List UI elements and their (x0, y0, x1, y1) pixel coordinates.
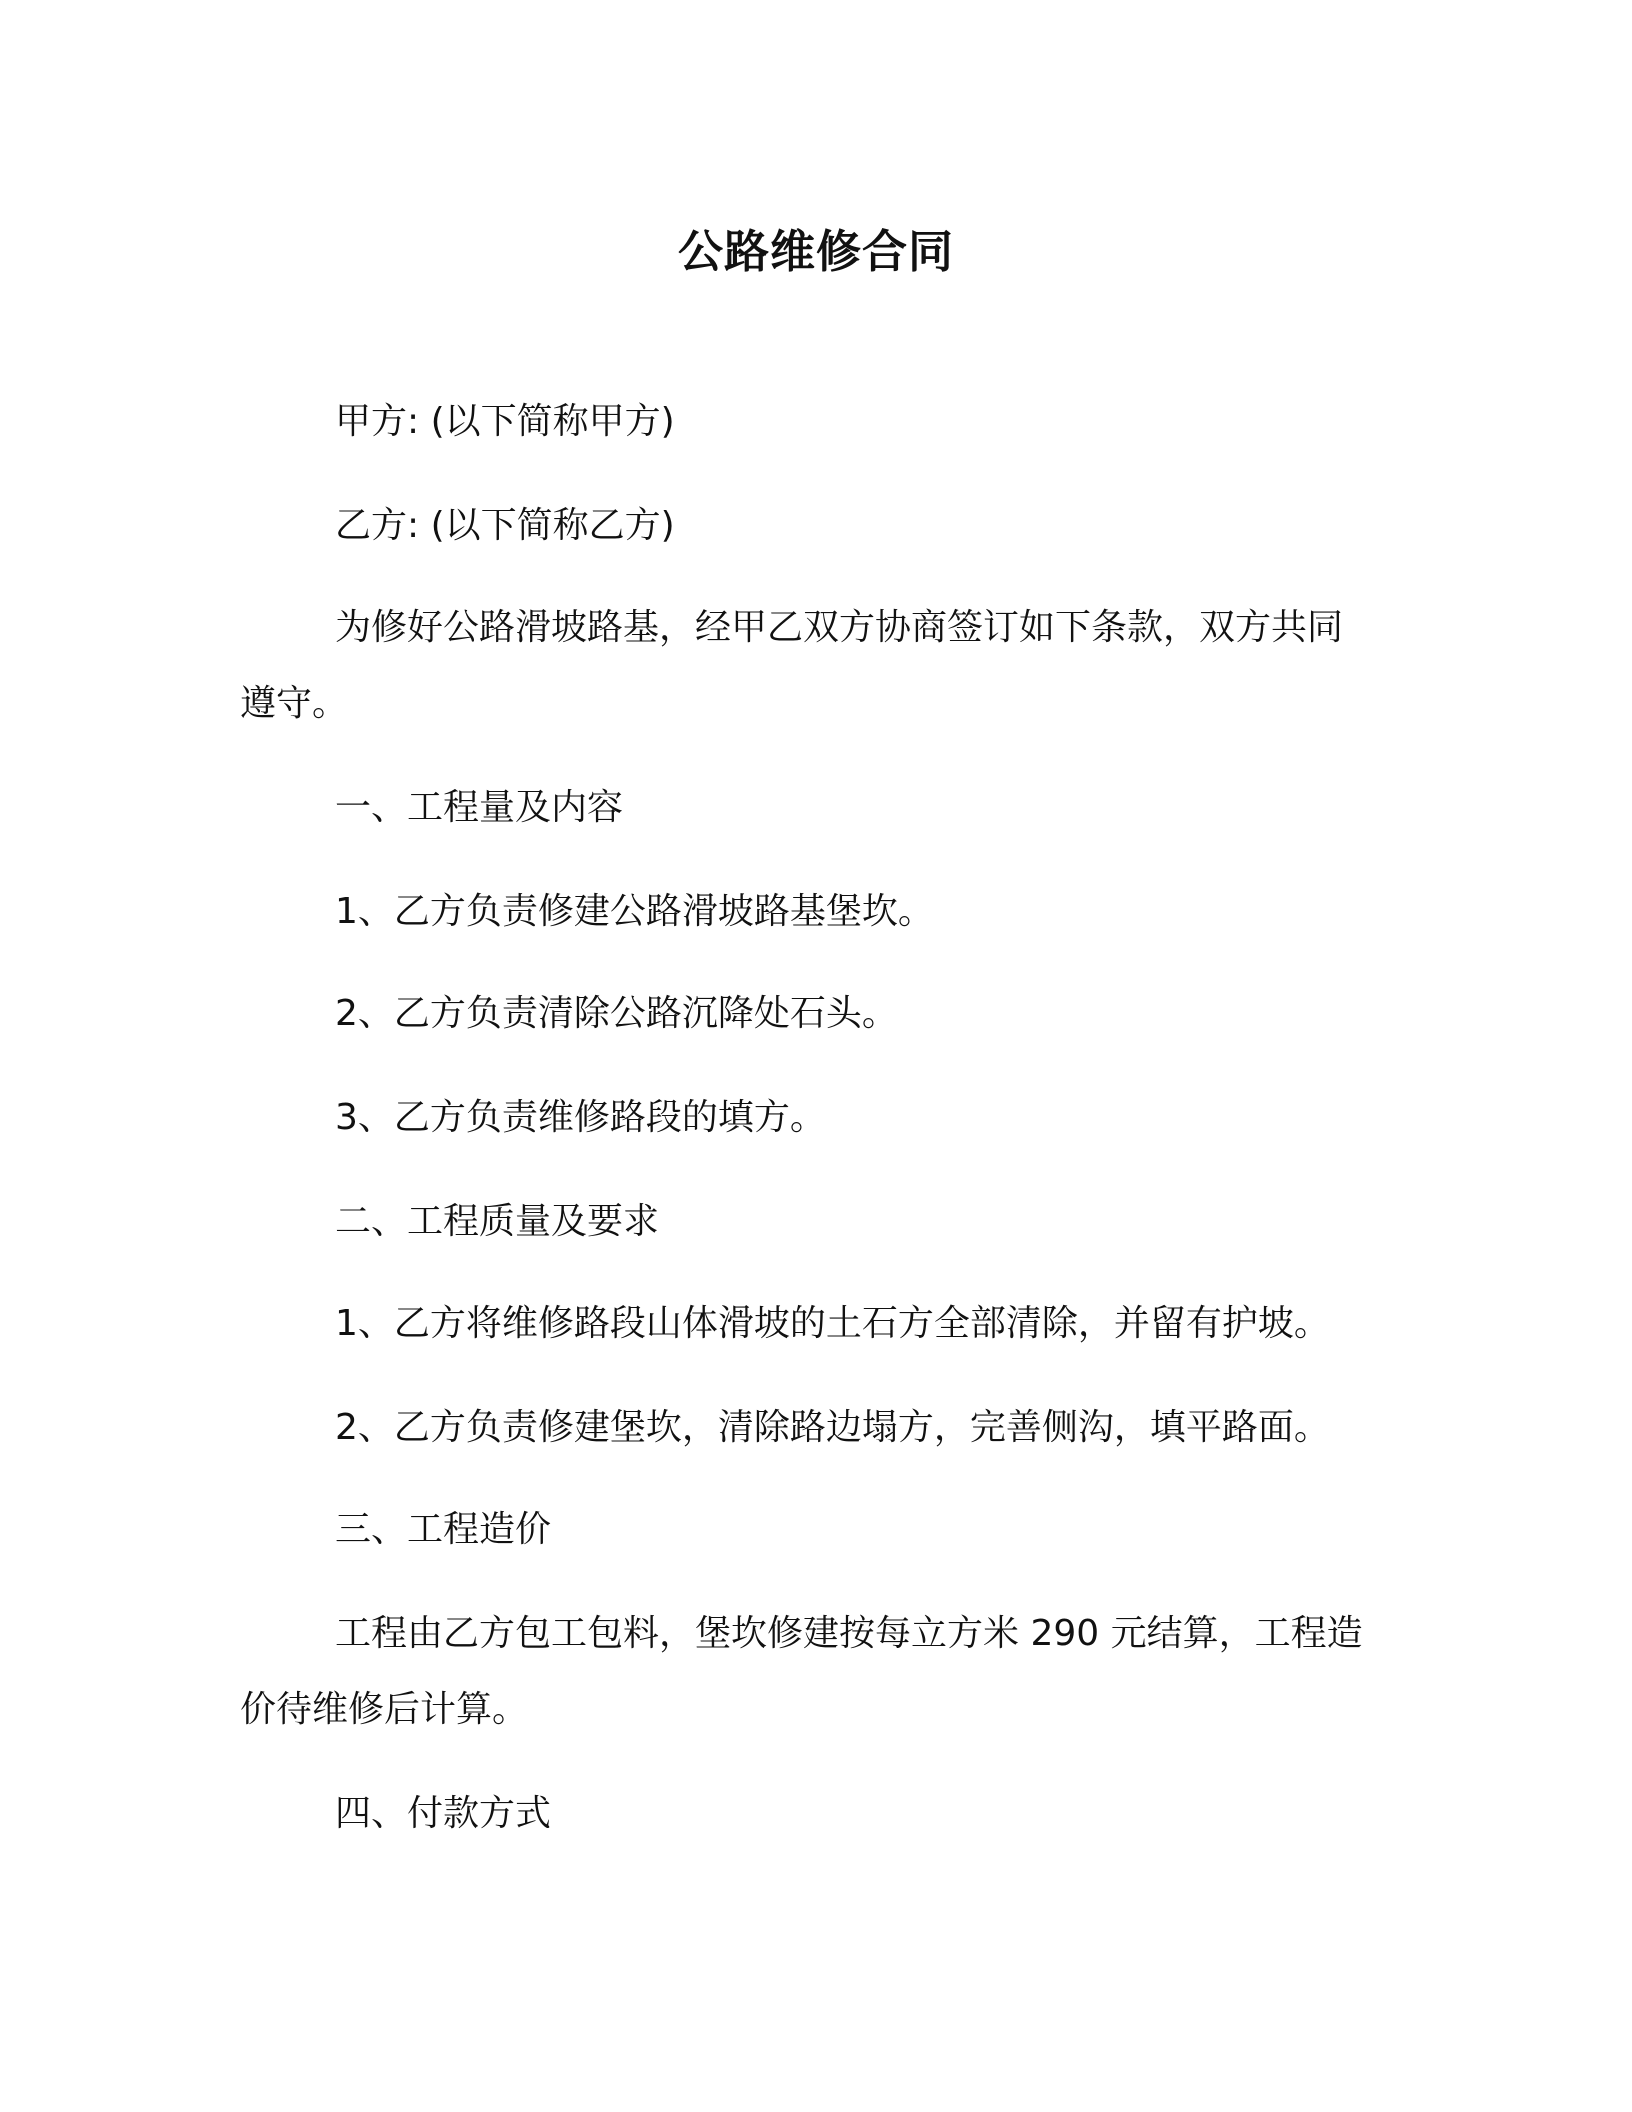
section-2-item-1: 1、乙方将维修路段山体滑坡的土石方全部清除，并留有护坡。 (335, 1303, 1330, 1344)
intro-line-1: 为修好公路滑坡路基，经甲乙双方协商签订如下条款，双方共同 (335, 607, 1344, 648)
section-1-item-2: 2、乙方负责清除公路沉降处石头。 (335, 993, 898, 1034)
intro-paragraph (240, 602, 1392, 730)
section-1-item-3: 3、乙方负责维修路段的填方。 (335, 1097, 826, 1138)
party-b-line: 乙方: (以下简称乙方) (335, 505, 675, 546)
party-a-line: 甲方: (以下简称甲方) (335, 401, 675, 442)
section-3-body-line-1: 工程由乙方包工包料，堡坎修建按每立方米 290 元结算，工程造 (335, 1613, 1363, 1654)
section-2-item-2: 2、乙方负责修建堡坎，清除路边塌方，完善侧沟，填平路面。 (335, 1407, 1330, 1448)
section-3-body-line-2: 价待维修后计算。 (240, 1689, 529, 1730)
section-4-heading: 四、付款方式 (335, 1793, 552, 1834)
section-3-body (240, 1608, 1392, 1736)
intro-line-2: 遵守。 (240, 683, 349, 724)
section-3-heading: 三、工程造价 (335, 1509, 552, 1550)
document-title: 公路维修合同 (677, 225, 954, 278)
section-1-item-1: 1、乙方负责修建公路滑坡路基堡坎。 (335, 891, 934, 932)
section-2-heading: 二、工程质量及要求 (335, 1201, 660, 1242)
section-1-heading: 一、工程量及内容 (335, 787, 624, 828)
